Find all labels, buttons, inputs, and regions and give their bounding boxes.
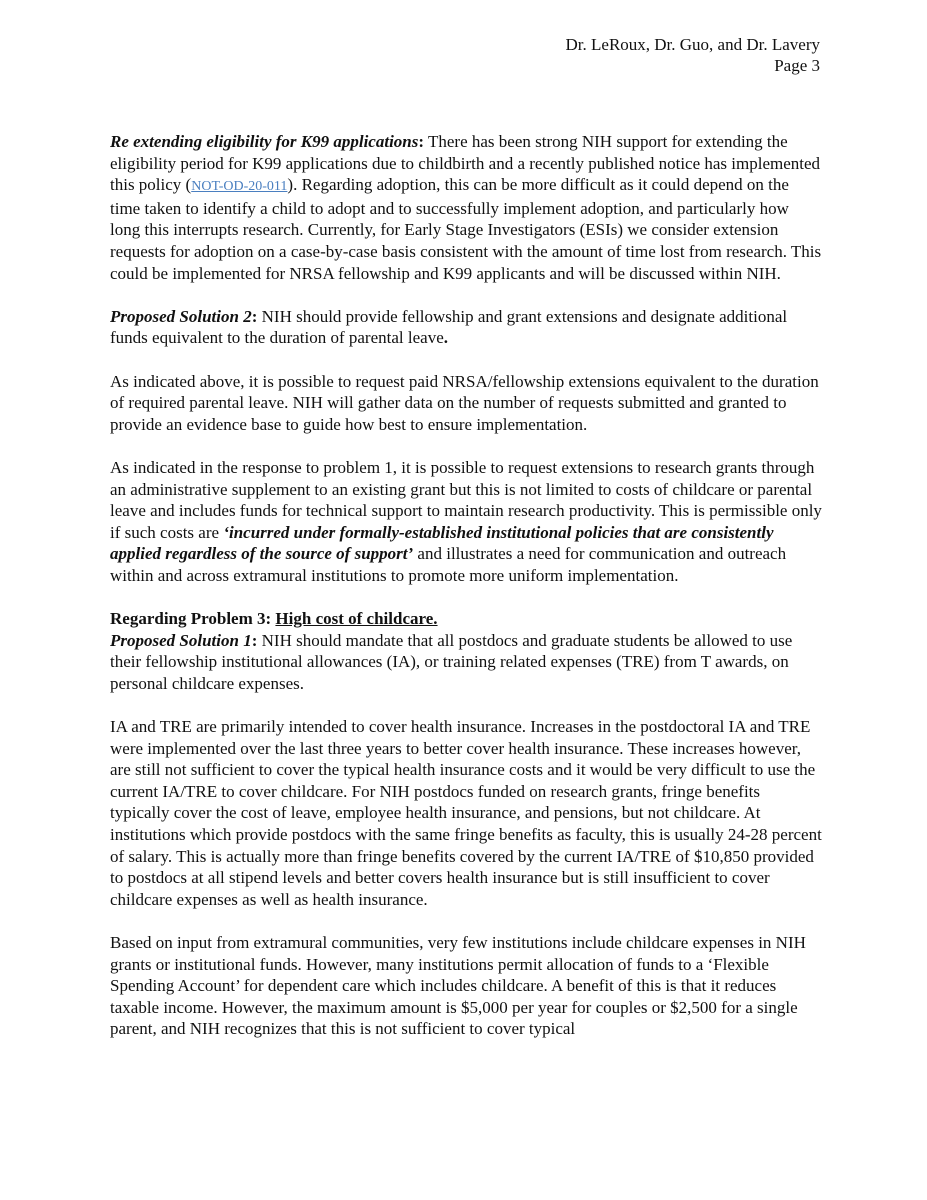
paragraph-proposed-solution-2: Proposed Solution 2: NIH should provide fellowship and grant extensions and designate additional funds equivalent to the duration of parental leave. (110, 306, 788, 348)
paragraph-administrative-supplement: As indicated in the response to problem 1, it is possible to request extensions to research grants through an administrative supplement to an existing grant but this is not limited to costs of childcare or parental leave and includes funds for technical support to maintain research productivity. This is permissible only if such costs are ‘incurred under formally-established institutional policies that are consistently applied regardless of the source of support’ and illustrates a need for communication and outreach within and across extramural institutions to promote more uniform implementation. (110, 457, 822, 585)
paragraph-lead: Proposed Solution 1 (110, 630, 252, 650)
header-authors: Dr. LeRoux, Dr. Guo, and Dr. Lavery (565, 35, 820, 54)
header-page-number: Page 3 (774, 56, 820, 75)
notice-link[interactable]: NOT-OD-20-011 (191, 179, 288, 195)
paragraph-fellowship-extensions: As indicated above, it is possible to request paid NRSA/fellowship extensions equivalent to the duration of required parental leave. NIH will gather data on the number of requests submitted and granted to provide an evidence base to guide how best to ensure implementation. (110, 371, 819, 434)
policy-quote: ‘incurred under formally-established institutional policies that are consistently applied regardless of the source of support’ (110, 522, 774, 564)
section-heading-underlined: High cost of childcare. (275, 609, 438, 629)
document-body (110, 131, 822, 1040)
paragraph-lead: Re extending eligibility for K99 applications (110, 132, 419, 151)
page-header (566, 34, 820, 76)
section-heading: Regarding Problem 3: (110, 609, 276, 629)
paragraph-ia-tre: IA and TRE are primarily intended to cover health insurance. Increases in the postdoctoral IA and TRE were implemented over the last three years to better cover health insurance. These increases however, are still not sufficient to cover the typical health insurance costs and it would be very difficult to use the current IA/TRE to cover childcare. For NIH postdocs funded on research grants, fringe benefits typically cover the cost of leave, employee health insurance, and pensions, but not childcare. At institutions which provide postdocs with the same fringe benefits as faculty, this is usually 24-28 percent of salary. This is actually more than fringe benefits covered by the current IA/TRE of $10,850 provided to postdocs at all stipend levels and better covers health insurance but is still insufficient to cover childcare expenses as well as health insurance. (110, 717, 822, 909)
paragraph-lead: Proposed Solution 2 (110, 306, 252, 326)
paragraph-flexible-spending: Based on input from extramural communities, very few institutions include childcare expenses in NIH grants or institutional funds. However, many institutions permit allocation of funds to a ‘Flexible Spending Account’ for dependent care which includes childcare. A benefit of this is that it reduces taxable income. However, the maximum amount is $5,000 per year for couples or $2,500 for a single parent, and NIH recognizes that this is not sufficient to cover typical (110, 932, 806, 1039)
paragraph-k99-eligibility: Re extending eligibility for K99 applications: There has been strong NIH support for extending the eligibility period for K99 applications due to childbirth and a recently published notice has implemented this policy (NOT-OD-20-011). Regarding adoption, this can be more difficult as it could depend on the time taken to identify a child to adopt and to successfully implement adoption, and particularly how long this interrupts research. Currently, for Early Stage Investigators (ESIs) we consider extension requests for adoption on a case-by-case basis consistent with the amount of time lost from research. This could be implemented for NRSA fellowship and K99 applicants and will be discussed within NIH. (110, 132, 822, 283)
paragraph-problem-3: Regarding Problem 3: High cost of childcare. Proposed Solution 1: NIH should mandate that all postdocs and graduate students be allowed to use their fellowship institutional allowances (IA), or training related expenses (TRE) from T awards, on personal childcare expenses. (110, 609, 793, 693)
